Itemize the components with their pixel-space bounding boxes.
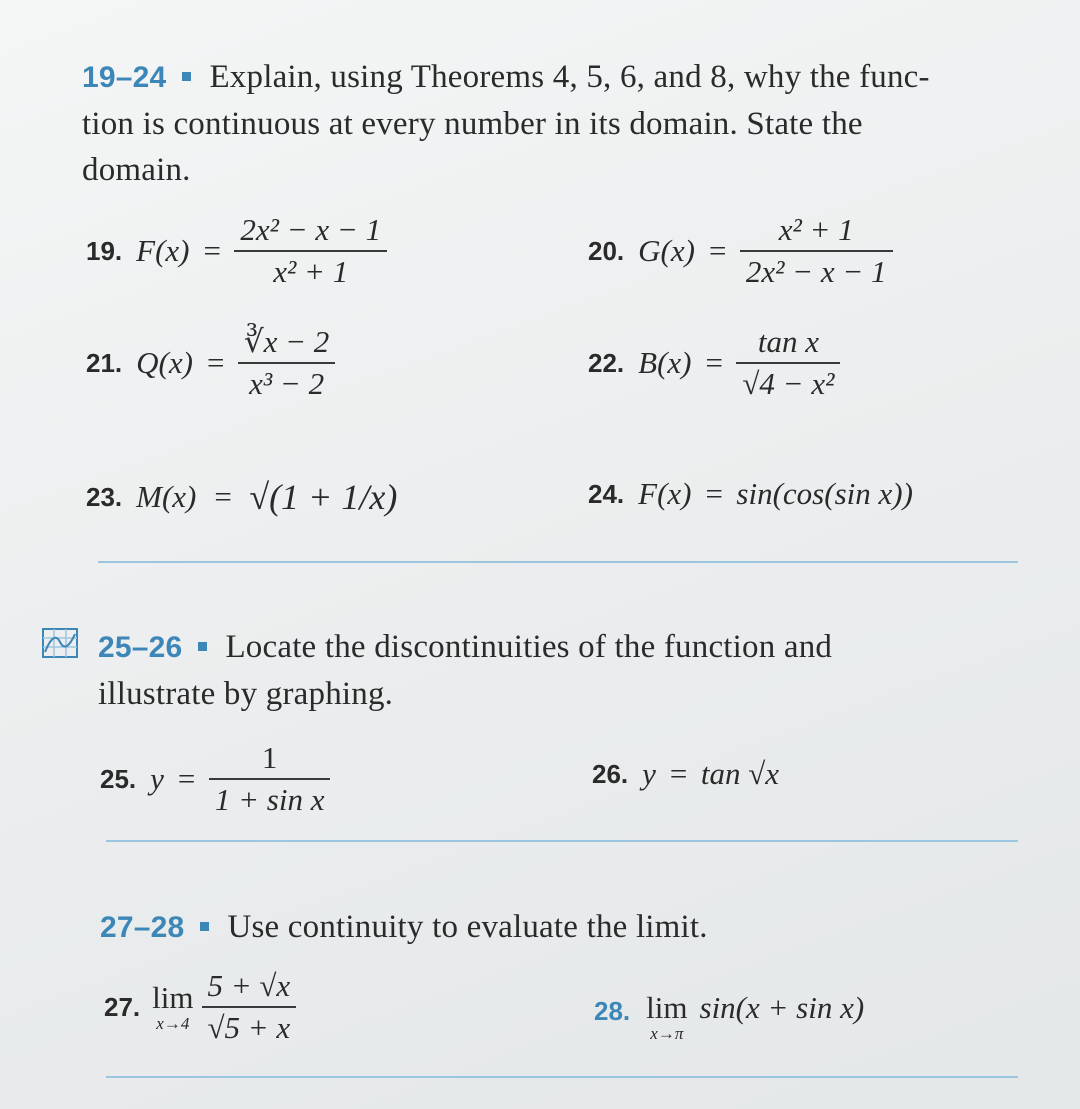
function-name: G(x): [638, 233, 695, 268]
section-27-28-line1: 27–28 Use continuity to evaluate the limit.: [100, 909, 708, 945]
section-27-28-instructions: [100, 904, 1020, 951]
numerator: 5 + √x: [207, 968, 291, 1003]
denominator: x³ − 2: [249, 366, 325, 401]
denominator: √5 + x: [207, 1010, 291, 1045]
denominator: 2x² − x − 1: [745, 254, 887, 289]
numerator: ∛x − 2: [243, 324, 330, 359]
function-name: Q(x): [136, 345, 193, 380]
numerator: x² + 1: [778, 212, 854, 247]
problem-number: 24.: [588, 478, 625, 509]
denominator: 1 + sin x: [214, 782, 325, 817]
problem-22: 22. B(x) = $\frac{\text{tan x}}{\text{√4 − x²}}$: [588, 324, 840, 402]
section-19-24-line1: 19–24 Explain, using Theorems 4, 5, 6, and 8, why the func-: [82, 59, 930, 95]
numerator: tan x: [757, 324, 819, 359]
fraction: [234, 212, 387, 290]
problem-20: 20. G(x) = $\frac{\text{x² + 1}}{\text{2x² − x − 1}}$: [588, 212, 893, 290]
function-name: M(x): [136, 479, 197, 514]
limit-operator: lim x→4: [152, 980, 194, 1033]
graphing-calculator-icon: [42, 628, 78, 658]
section-25-26-instructions: [98, 624, 1038, 717]
section-range: 27–28: [100, 911, 185, 944]
function-name: y: [150, 761, 164, 796]
function-name: F(x): [638, 476, 692, 511]
problem-21: 21. Q(x) = $\frac{∛x - 2}{\text{x³ − 2}}$: [86, 324, 335, 402]
problem-number: 21.: [86, 347, 123, 378]
problem-24: 24. F(x) = sin(cos(sin x)): [588, 476, 913, 511]
denominator: x² + 1: [273, 254, 349, 289]
problem-19: 19. F(x) = $\frac{\text{2x² − x − 1}}{\text{x² + 1}}$: [86, 212, 387, 290]
fraction: [736, 324, 840, 402]
problem-number: 20.: [588, 235, 625, 266]
section-19-24-line3: domain.: [82, 152, 191, 188]
fraction: [209, 740, 331, 818]
problem-number: 25.: [100, 763, 137, 794]
function-name: F(x): [136, 233, 190, 268]
fraction: [202, 968, 297, 1046]
problem-23: 23. M(x) = √(1 + 1/x): [86, 477, 398, 517]
denominator: √4 − x²: [742, 366, 835, 401]
section-19-24-instructions: [82, 54, 1042, 193]
divider: [106, 1076, 1018, 1078]
fraction: [238, 324, 335, 402]
problem-26: 26. y = tan √x: [592, 756, 779, 791]
problem-number: 19.: [86, 235, 123, 266]
bullet-icon: [182, 72, 191, 81]
expression: sin(cos(sin x)): [736, 476, 913, 511]
function-name: B(x): [638, 345, 692, 380]
problem-number: 27.: [104, 991, 141, 1022]
expression: tan √x: [700, 756, 779, 791]
bullet-icon: [200, 922, 209, 931]
section-range: 25–26: [98, 631, 183, 664]
problem-28: [594, 990, 864, 1044]
problem-number: 23.: [86, 481, 123, 512]
function-name: y: [642, 756, 656, 791]
section-19-24-line2: tion is continuous at every number in its domain. State the: [82, 106, 863, 142]
section-range: 19–24: [82, 61, 167, 94]
divider: [106, 840, 1018, 842]
problem-number: 22.: [588, 347, 625, 378]
section-25-26-line1: 25–26 Locate the discontinuities of the function and: [98, 629, 833, 665]
limit-subscript: x→π: [650, 1024, 684, 1043]
expression: sin(x + sin x): [699, 990, 865, 1025]
radical-expression: √(1 + 1/x): [249, 477, 398, 517]
numerator: 2x² − x − 1: [240, 212, 382, 247]
fraction: [740, 212, 893, 290]
divider: [98, 561, 1018, 563]
problem-number: 28.: [594, 996, 631, 1026]
limit-operator: lim x→π: [646, 990, 688, 1043]
section-25-26-line2: illustrate by graphing.: [98, 676, 394, 712]
bullet-icon: [198, 642, 207, 651]
limit-subscript: x→4: [156, 1014, 190, 1033]
problem-25: 25. y = $\frac{1}{\text{1 + sin x}}$: [100, 740, 330, 818]
problem-number: 26.: [592, 758, 629, 789]
problem-27: [104, 968, 296, 1046]
numerator: 1: [261, 740, 278, 775]
